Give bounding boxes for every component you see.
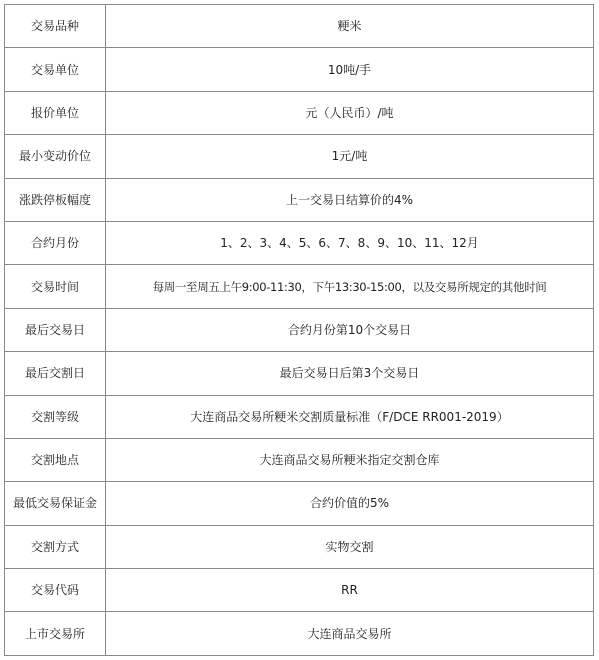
row-value: 大连商品交易所粳米交割质量标准（F/DCE RR001-2019） bbox=[106, 395, 594, 438]
row-value: 1元/吨 bbox=[106, 135, 594, 178]
row-label: 上市交易所 bbox=[5, 612, 106, 656]
row-label: 交易品种 bbox=[5, 5, 106, 48]
row-label: 合约月份 bbox=[5, 221, 106, 264]
row-label: 交割方式 bbox=[5, 525, 106, 568]
row-label: 最后交割日 bbox=[5, 352, 106, 395]
table-row bbox=[5, 178, 594, 221]
row-value: 上一交易日结算价的4% bbox=[106, 178, 594, 221]
row-label: 最低交易保证金 bbox=[5, 482, 106, 525]
table-row bbox=[5, 612, 594, 656]
table-row bbox=[5, 265, 594, 308]
table-row bbox=[5, 135, 594, 178]
table-row bbox=[5, 91, 594, 134]
contract-spec-table bbox=[4, 4, 594, 656]
table-row bbox=[5, 221, 594, 264]
table-row bbox=[5, 352, 594, 395]
table-row bbox=[5, 569, 594, 612]
row-value: 每周一至周五上午9:00-11:30，下午13:30-15:00，以及交易所规定的其他时间 bbox=[106, 265, 594, 308]
row-value: 元（人民币）/吨 bbox=[106, 91, 594, 134]
row-value: 1、2、3、4、5、6、7、8、9、10、11、12月 bbox=[106, 221, 594, 264]
row-value: 最后交易日后第3个交易日 bbox=[106, 352, 594, 395]
row-label: 交割等级 bbox=[5, 395, 106, 438]
row-value: RR bbox=[106, 569, 594, 612]
table-row bbox=[5, 308, 594, 351]
row-label: 涨跌停板幅度 bbox=[5, 178, 106, 221]
table-row bbox=[5, 48, 594, 91]
row-label: 交易代码 bbox=[5, 569, 106, 612]
table-row bbox=[5, 395, 594, 438]
row-value: 大连商品交易所 bbox=[106, 612, 594, 656]
row-label: 交易时间 bbox=[5, 265, 106, 308]
row-label: 交割地点 bbox=[5, 438, 106, 481]
row-label: 最小变动价位 bbox=[5, 135, 106, 178]
table-row bbox=[5, 5, 594, 48]
table-row bbox=[5, 438, 594, 481]
table-row bbox=[5, 482, 594, 525]
row-value: 10吨/手 bbox=[106, 48, 594, 91]
row-value: 合约月份第10个交易日 bbox=[106, 308, 594, 351]
row-value: 粳米 bbox=[106, 5, 594, 48]
row-label: 最后交易日 bbox=[5, 308, 106, 351]
row-value: 合约价值的5% bbox=[106, 482, 594, 525]
row-label: 报价单位 bbox=[5, 91, 106, 134]
row-value: 实物交割 bbox=[106, 525, 594, 568]
row-label: 交易单位 bbox=[5, 48, 106, 91]
table-row bbox=[5, 525, 594, 568]
row-value: 大连商品交易所粳米指定交割仓库 bbox=[106, 438, 594, 481]
